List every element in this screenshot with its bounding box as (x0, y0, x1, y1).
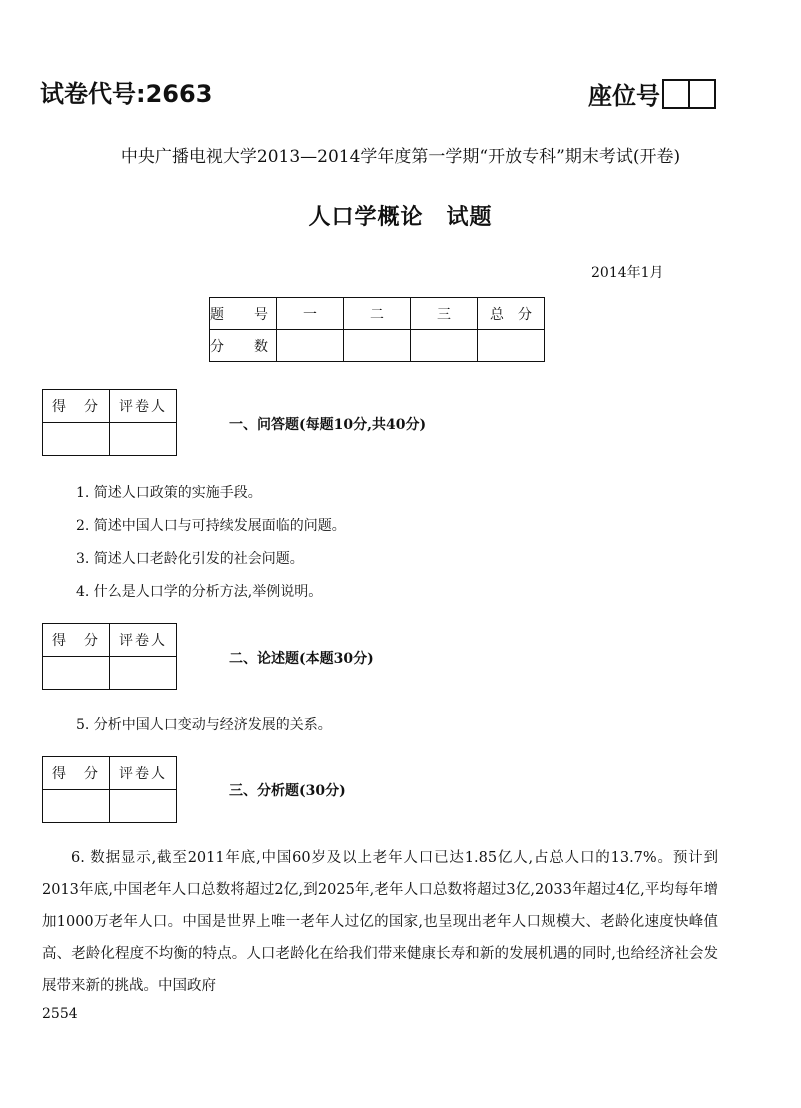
section-heading-1: 一、问答题(每题10分,共40分) (229, 417, 427, 433)
score-table-row-label: 分 数 (210, 330, 277, 362)
score-table-row-label: 题 号 (210, 298, 277, 330)
score-cell (43, 657, 110, 690)
seat-number-boxes (662, 79, 716, 109)
score-table-column: 一 (277, 298, 344, 330)
grader-label: 评卷人 (110, 390, 177, 423)
score-table-header-row (210, 298, 545, 330)
score-label: 得 分 (43, 757, 110, 790)
question-5: 5. 分析中国人口变动与经济发展的关系。 (76, 717, 332, 733)
score-cell (43, 790, 110, 823)
score-table-column: 二 (344, 298, 411, 330)
question-3: 3. 简述人口老龄化引发的社会问题。 (76, 551, 304, 567)
question-4: 4. 什么是人口学的分析方法,举例说明。 (76, 584, 323, 600)
grader-table-section-2 (42, 623, 177, 690)
grader-label: 评卷人 (110, 757, 177, 790)
score-cell (411, 330, 478, 362)
seat-number-label: 座位号 (588, 82, 660, 110)
seat-box (690, 79, 716, 109)
score-cell (277, 330, 344, 362)
score-table-column: 总 分 (478, 298, 545, 330)
grader-label: 评卷人 (110, 624, 177, 657)
score-cell (344, 330, 411, 362)
seat-number (588, 76, 716, 111)
grader-cell (110, 423, 177, 456)
paper-code: 试卷代号:2663 (40, 80, 213, 108)
question-6-text: 6. 数据显示,截至2011年底,中国60岁及以上老年人口已达1.85亿人,占总人口的13.7%。预计到2013年底,中国老年人口总数将超过2亿,到2025年,老年人口总数将超过3亿,2033年超过4亿,平均每年增加1000万老年人口。中国是世界上唯一老年人过亿的国家,也呈现出老年人口规模大、老龄化速度快峰值高、老龄化程度不均衡的特点。人口老龄化在给我们带来健康长寿和新的发展机遇的同时,也给经济社会发展带来新的挑战。中国政府 (42, 850, 718, 994)
exam-subtitle: 中央广播电视大学2013—2014学年度第一学期“开放专科”期末考试(开卷) (120, 147, 681, 167)
question-1: 1. 简述人口政策的实施手段。 (76, 485, 262, 501)
section-heading-3: 三、分析题(30分) (229, 783, 346, 799)
grader-table-section-3 (42, 756, 177, 823)
question-2: 2. 简述中国人口与可持续发展面临的问题。 (76, 518, 346, 534)
score-label: 得 分 (43, 390, 110, 423)
exam-title: 人口学概论 试题 (308, 205, 493, 230)
page-number: 2554 (42, 1006, 78, 1022)
score-cell (478, 330, 545, 362)
grader-cell (110, 657, 177, 690)
exam-date: 2014年1月 (591, 265, 664, 281)
score-table-column: 三 (411, 298, 478, 330)
section-heading-2: 二、论述题(本题30分) (229, 651, 374, 667)
grader-table-section-1 (42, 389, 177, 456)
grader-cell (110, 790, 177, 823)
seat-box (662, 79, 690, 109)
score-label: 得 分 (43, 624, 110, 657)
score-table-score-row (210, 330, 545, 362)
score-table (209, 297, 545, 362)
score-cell (43, 423, 110, 456)
